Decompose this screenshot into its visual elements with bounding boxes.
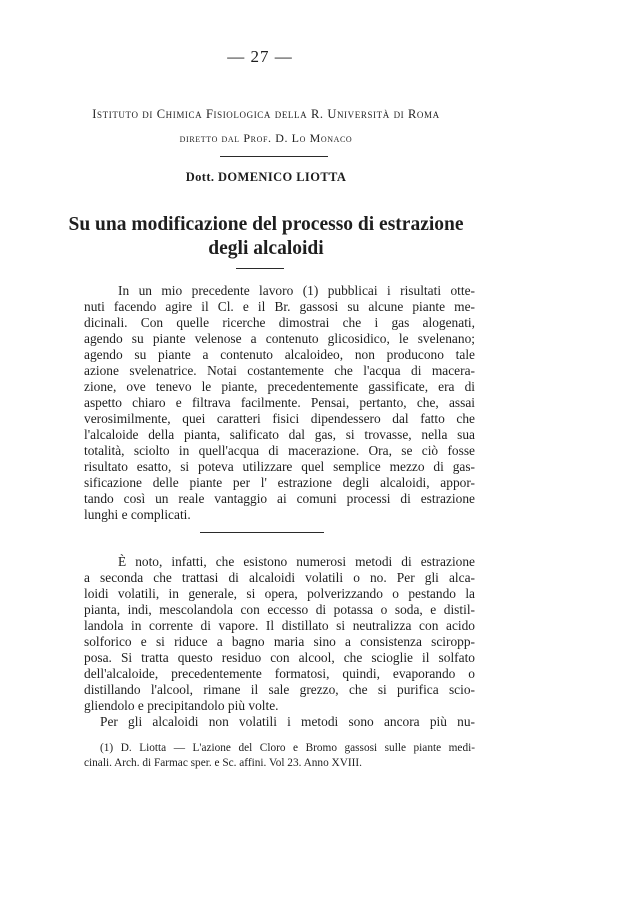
section-rule [200, 532, 324, 533]
paragraph-2-line: gliendolo e precipitandolo più volte. [84, 698, 279, 713]
paragraph-2-line: a seconda che trattasi di alcaloidi volatili o no. Per gli alca- [84, 570, 475, 585]
footnote-line: (1) D. Liotta — L'azione del Cloro e Bromo gassosi sulle piante medi- [100, 742, 475, 754]
paragraph-1-line: risultato esatto, si poteva utilizzare quel semplice mezzo di gas- [84, 459, 475, 474]
paragraph-2-line: pianta, indi, mescolandola con eccesso di potassa o soda, e distil- [84, 602, 475, 617]
paragraph-2-line: landola in corrente di vapore. Il distillato si neutralizza con acido [84, 618, 475, 633]
paragraph-1-line: agendo su piante velenose a contenuto glicosidico, le svelenano; [84, 331, 475, 346]
paragraph-1-line: zione, ove tenevo le piante, precedentemente gassificate, era di [84, 379, 475, 394]
paragraph-1-line: nuti facendo agire il Cl. e il Br. gassosi su alcune piante me- [84, 299, 475, 314]
paragraph-2-line: dell'alcaloide, precedentemente formatosi, quindi, evaporando o [84, 666, 475, 681]
paragraph-1-line: aspetto chiaro e filtrava facilmente. Pensai, pertanto, che, assai [84, 395, 475, 410]
author-name: Dott. DOMENICO LIOTTA [185, 170, 347, 184]
paragraph-1-line: azione svelenatrice. Notai costantemente che l'acqua di macera- [84, 363, 475, 378]
paragraph-1-line: sificazione delle piante per l' estrazione degli alcaloidi, appor- [84, 475, 475, 490]
paragraph-1-line: dicinali. Con quelle ricerche dimostrai che i gas alogenati, [84, 315, 475, 330]
director-line: diretto dal Prof. D. Lo Monaco [179, 131, 353, 145]
paragraph-2-line: loidi volatili, in generale, si opera, polverizzando o pestando la [84, 586, 475, 601]
header-rule [220, 156, 328, 157]
paragraph-2-line: posa. Si tratta questo residuo con alcool, che scioglie il solfato [84, 650, 475, 665]
page-number: — 27 — [227, 47, 293, 66]
article-title-line-1: Su una modificazione del processo di estrazione [68, 214, 464, 235]
paragraph-1-line: tando così un reale vantaggio ai comuni processi di estrazione [84, 491, 475, 506]
paragraph-1-line: totalità, sciolto in quell'acqua di macerazione. Ora, se ciò fosse [84, 443, 475, 458]
paragraph-1-line: agendo su piante a contenuto alcaloideo, non producono tale [84, 347, 475, 362]
institute-heading: Istituto di Chimica Fisiologica della R. Università di Roma [92, 107, 440, 121]
paragraph-1-line: lunghi e complicati. [84, 507, 191, 522]
paragraph-1-line: In un mio precedente lavoro (1) pubblicai i risultati otte- [118, 283, 475, 298]
paragraph-1-line: verosimilmente, quei caratteri fisici dipendessero dal fatto che [84, 411, 475, 426]
paragraph-2-line: È noto, infatti, che esistono numerosi metodi di estrazione [118, 554, 475, 569]
paragraph-2-line: distillando l'alcool, rimane il sale grezzo, che si purifica scio- [84, 682, 475, 697]
paragraph-3-line: Per gli alcaloidi non volatili i metodi sono ancora più nu- [100, 714, 475, 729]
footnote-line: cinali. Arch. di Farmac sper. e Sc. affini. Vol 23. Anno XVIII. [84, 757, 362, 769]
title-rule [236, 268, 284, 269]
paragraph-1-line: l'alcaloide della pianta, salificato dal gas, si trovasse, nella sua [84, 427, 475, 442]
paragraph-2-line: solforico e si riduce a bagno maria sino a consistenza sciropp- [84, 634, 475, 649]
article-title-line-2: degli alcaloidi [208, 238, 324, 259]
